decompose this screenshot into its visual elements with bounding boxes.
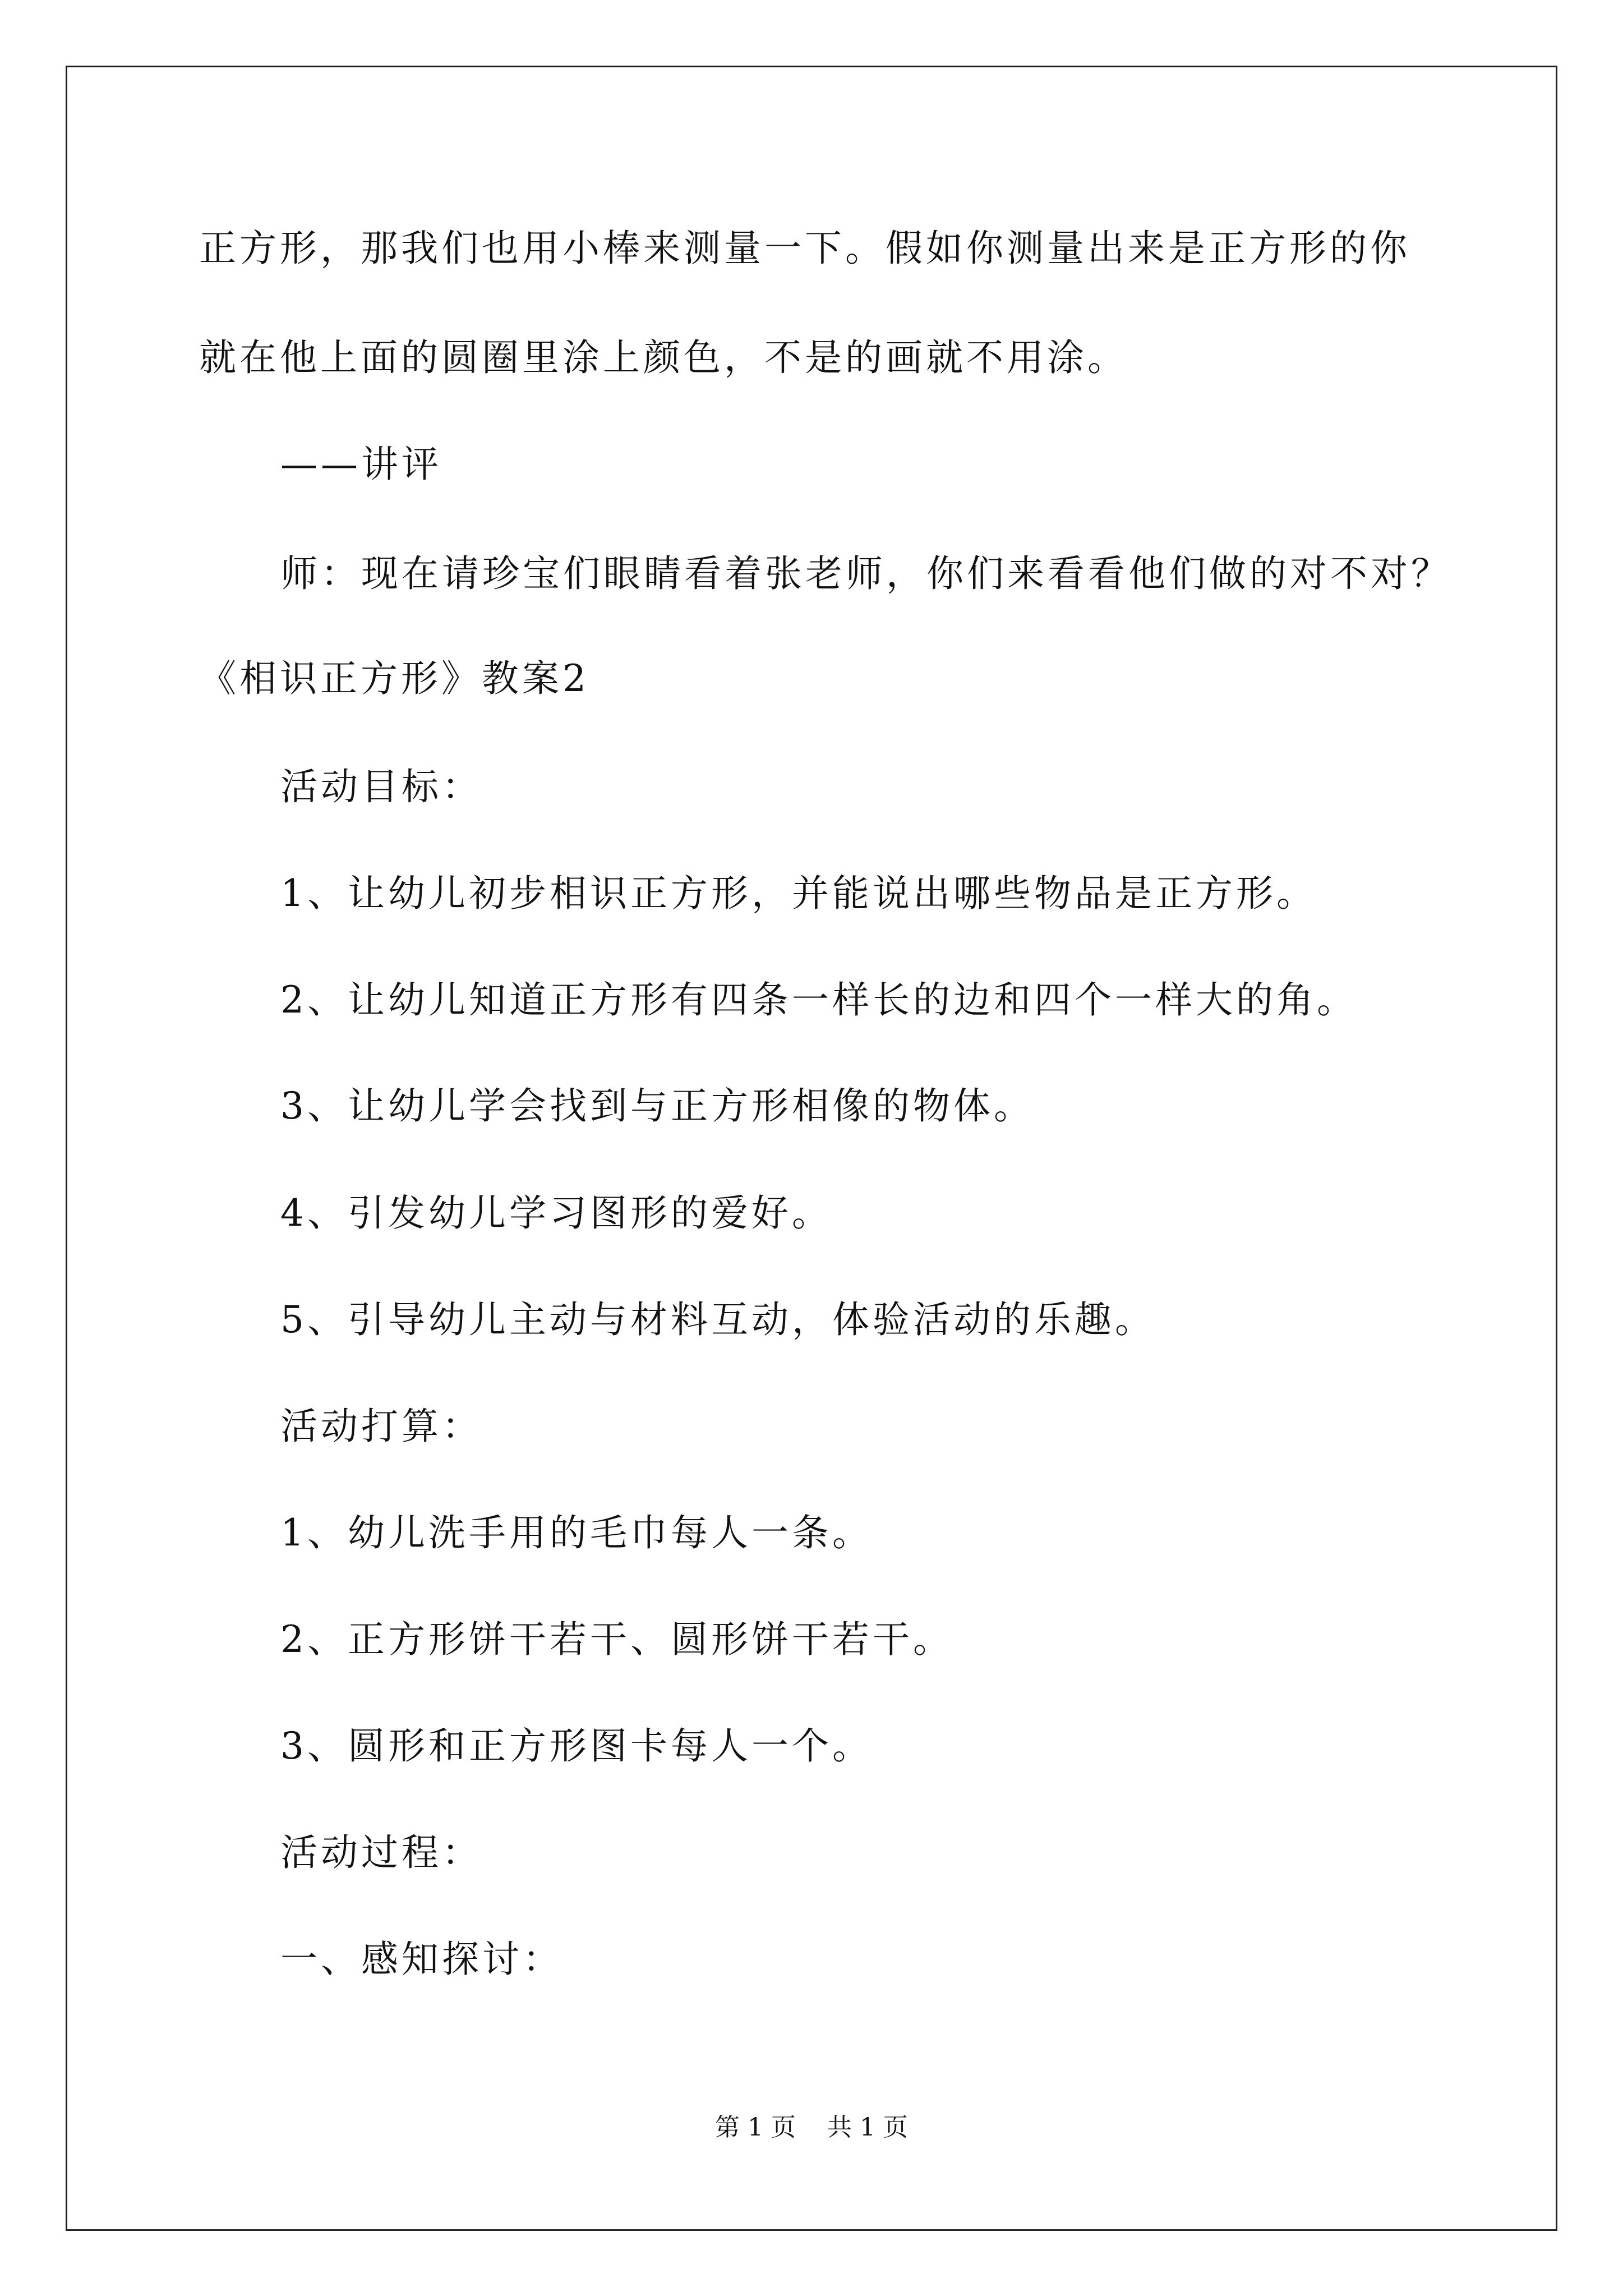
paragraph-line: 师：现在请珍宝们眼睛看着张老师，你们来看看他们做的对不对？ [280, 552, 1451, 595]
paragraph-line: 活动打算： [280, 1405, 482, 1448]
paragraph-line: 一、感知探讨： [280, 1938, 563, 1981]
list-item: 1、让幼儿初步相识正方形，并能说出哪些物品是正方形。 [280, 872, 1317, 915]
paragraph-line: ——讲评 [280, 443, 442, 486]
list-item: 4、引发幼儿学习图形的爱好。 [280, 1191, 832, 1235]
list-item: 3、圆形和正方形图卡每人一个。 [280, 1724, 873, 1768]
list-item: 2、正方形饼干若干、圆形饼干若干。 [280, 1618, 953, 1661]
page-footer: 第 1 页 共 1 页 [715, 2113, 908, 2142]
list-item: 3、让幼儿学会找到与正方形相像的物体。 [280, 1084, 1034, 1128]
list-item: 1、幼儿洗手用的毛巾每人一条。 [280, 1511, 873, 1554]
list-item: 5、引导幼儿主动与材料互动，体验活动的乐趣。 [280, 1298, 1155, 1341]
list-item: 2、让幼儿知道正方形有四条一样长的边和四个一样大的角。 [280, 978, 1357, 1022]
paragraph-line: 就在他上面的圆圈里涂上颜色，不是的画就不用涂。 [199, 336, 1128, 379]
section-title: 《相识正方形》教案2 [199, 657, 589, 700]
paragraph-line: 活动目标： [280, 765, 482, 808]
paragraph-line: 正方形，那我们也用小棒来测量一下。假如你测量出来是正方形的你 [199, 227, 1410, 270]
page-border [66, 66, 1557, 2231]
paragraph-line: 活动过程： [280, 1831, 482, 1874]
